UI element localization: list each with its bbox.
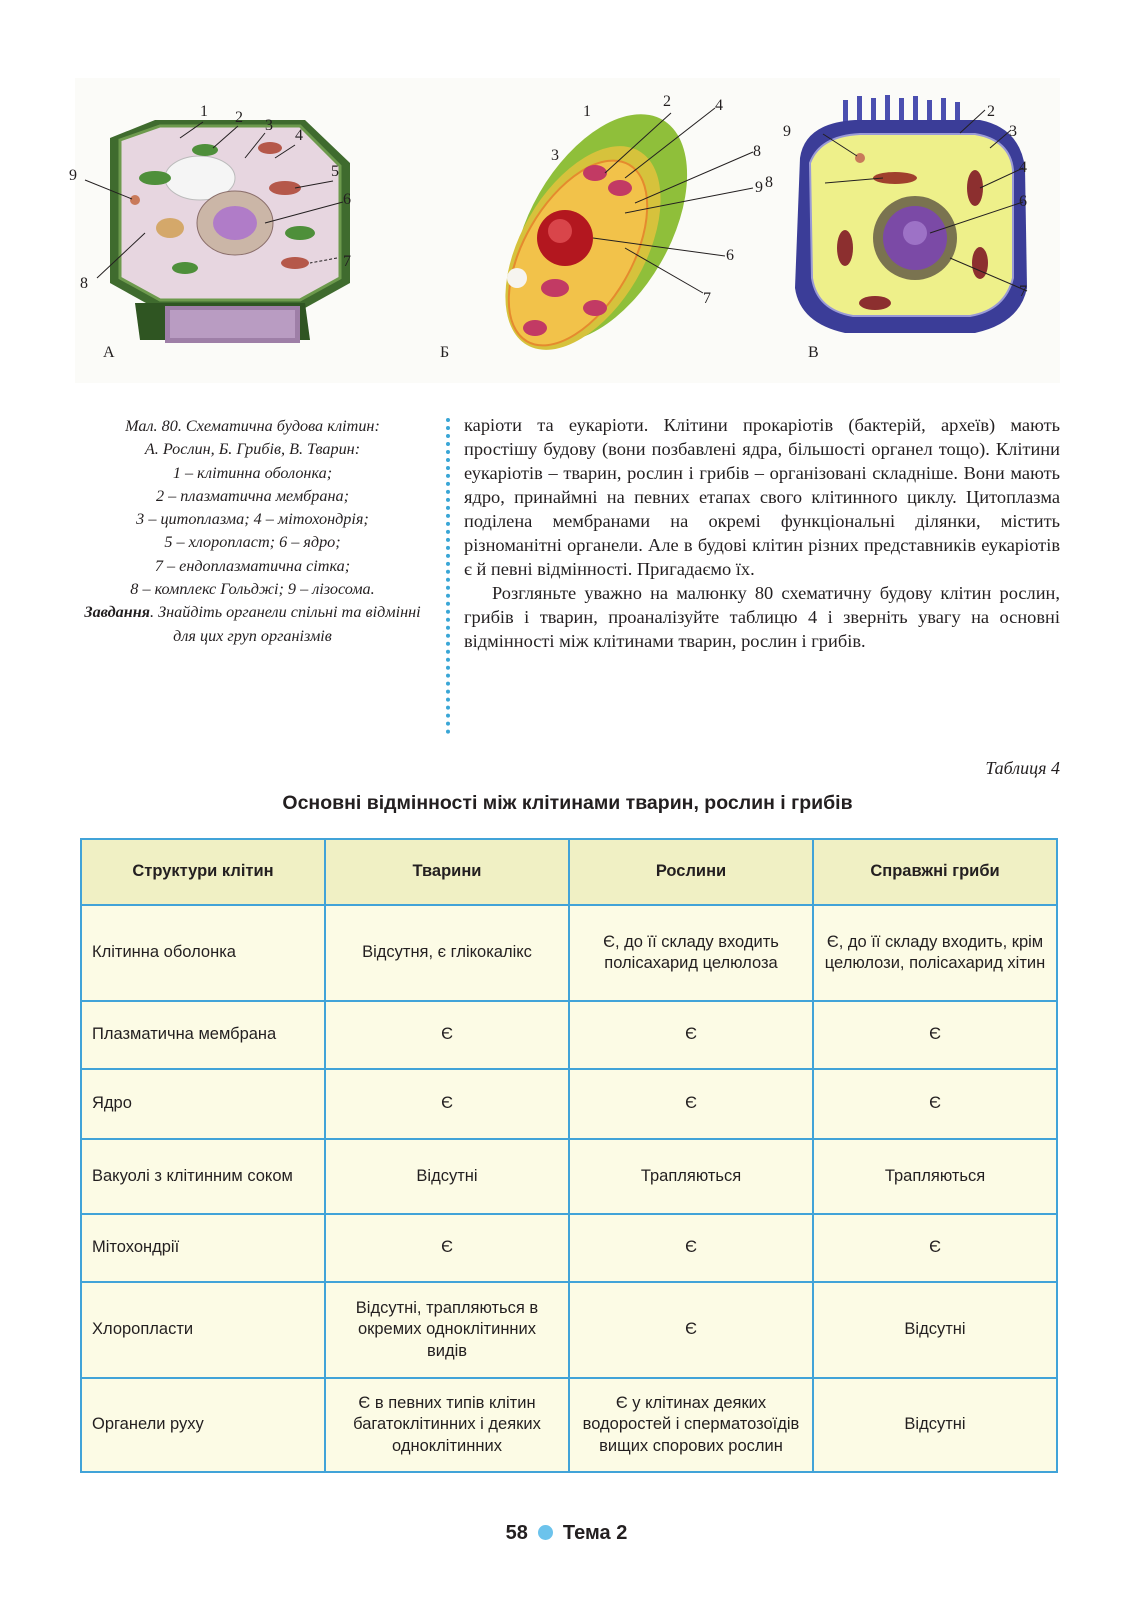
panel-c-label-3: 3 <box>1009 123 1017 140</box>
table-cell: Є <box>569 1001 813 1069</box>
panel-a-label-6: 6 <box>343 191 351 208</box>
page-number: 58 <box>505 1522 528 1544</box>
header-cell: Справжні гриби <box>813 839 1057 905</box>
table-header-row <box>81 839 1057 905</box>
table-row <box>81 1139 1057 1214</box>
table-cell: Є, до її складу входить, крім целюлози, полісахарид хітин <box>813 905 1057 1001</box>
table-cell: Є в певних типів клітин багатоклітинних і деяких одноклітинних <box>325 1378 569 1472</box>
fungal-cell-illustration <box>435 78 765 383</box>
table-cell: Є <box>325 1069 569 1139</box>
table-cell: Хлоропласти <box>81 1282 325 1378</box>
panel-b-label-8: 8 <box>753 143 761 160</box>
comparison-table <box>80 838 1058 1473</box>
panel-c-label-9: 9 <box>783 123 791 140</box>
caption-line: А. Рослин, Б. Грибів, В. Тварин: <box>144 440 361 459</box>
table-cell: Є <box>325 1001 569 1069</box>
table-cell: Мітохондрії <box>81 1214 325 1282</box>
table-cell: Є <box>813 1069 1057 1139</box>
table-cell: Є <box>569 1282 813 1378</box>
panel-b-label-3: 3 <box>551 147 559 164</box>
panel-b-label-2: 2 <box>663 93 671 110</box>
table-cell: Є <box>813 1214 1057 1282</box>
caption-task <box>75 601 430 648</box>
table-cell: Відсутня, є глікокалікс <box>325 905 569 1001</box>
table-cell: Є <box>813 1001 1057 1069</box>
panel-a-label-2: 2 <box>235 109 243 126</box>
caption-line: 3 – цитоплазма; 4 – мітохондрія; <box>136 510 369 529</box>
table-cell: Є, до її складу входить полісахарид целюлоза <box>569 905 813 1001</box>
panel-b-label-9: 9 <box>755 179 763 196</box>
panel-a-label-1: 1 <box>200 103 208 120</box>
caption-line: 5 – хлоропласт; 6 – ядро; <box>164 533 341 552</box>
table-cell: Клітинна оболонка <box>81 905 325 1001</box>
panel-a-label-5: 5 <box>331 163 339 180</box>
figure-caption <box>75 415 430 648</box>
table-cell: Відсутні <box>325 1139 569 1214</box>
header-cell: Структури клітин <box>81 839 325 905</box>
panel-b-letter: Б <box>440 344 450 361</box>
table-row <box>81 1214 1057 1282</box>
panel-a-label-7: 7 <box>343 253 351 270</box>
task-label: Завдання <box>84 603 151 622</box>
panel-c-label-6: 6 <box>1019 193 1027 210</box>
panel-a-label-4: 4 <box>295 127 303 144</box>
page-footer <box>0 1522 1133 1545</box>
caption-line: 2 – плазматична мембрана; <box>155 486 350 505</box>
table-cell: Трапляються <box>813 1139 1057 1214</box>
panel-c-label-8: 8 <box>765 174 773 191</box>
panel-c-label-2: 2 <box>987 103 995 120</box>
body-text <box>464 413 1060 653</box>
caption-line: Мал. 80. Схематична будова клітин: <box>125 417 380 435</box>
table-cell: Є <box>569 1214 813 1282</box>
table-title: Основні відмінності між клітинами тварин, рослин і грибів <box>282 792 853 814</box>
panel-b-label-7: 7 <box>703 290 711 307</box>
panel-c-label-4: 4 <box>1019 159 1027 176</box>
table-row <box>81 905 1057 1001</box>
animal-cell-illustration <box>765 78 1060 383</box>
panel-b-label-1: 1 <box>583 103 591 120</box>
table-cell: Відсутні, трапляються в окремих одноклітинних видів <box>325 1282 569 1378</box>
table-cell: Є у клітинах деяких водоростей і сперматозоїдів вищих спорових рослин <box>569 1378 813 1472</box>
panel-c-label-7: 7 <box>1019 283 1027 300</box>
bullet-dot-icon <box>538 1525 553 1540</box>
body-paragraph-2: Розгляньте уважно на малюнку 80 схематичну будову клітин рослин, грибів і тварин, проаналізуйте таблицю 4 і зверніть увагу на основні відмінності між клітинами тварин, рослин і грибів. <box>464 583 1060 651</box>
caption-line: 1 – клітинна оболонка; <box>172 463 333 482</box>
table-cell: Є <box>325 1214 569 1282</box>
plant-cell-illustration <box>69 78 385 383</box>
table-row <box>81 1282 1057 1378</box>
panel-a-label-9: 9 <box>69 167 77 184</box>
section-name: Тема 2 <box>562 1522 628 1544</box>
table-cell: Органели руху <box>81 1378 325 1472</box>
table-row <box>81 1378 1057 1472</box>
body-paragraph-1: каріоти та еукаріоти. Клітини прокаріотів (бактерій, археїв) мають простішу будову (вони позбавлені ядра, більшості органел тощо). Клітини еукаріотів – тварин, рослин і грибів – організовані складніше. Вони мають ядро, принаймні на певних етапах свого клітинного циклу. Цитоплазма поділена мембранами на окремі функціональні ділянки, містить різноманітні органели. Але в будові клітин різних представників еукаріотів є й певні відмінності. Пригадаємо їх. <box>464 415 1060 579</box>
table-cell: Відсутні <box>813 1378 1057 1472</box>
header-cell: Тварини <box>325 839 569 905</box>
table-cell: Вакуолі з клітинним соком <box>81 1139 325 1214</box>
caption-line: 7 – ендоплазматична сітка; <box>154 556 351 575</box>
table-cell: Плазматична мембрана <box>81 1001 325 1069</box>
header-cell: Рослини <box>569 839 813 905</box>
panel-b-label-6: 6 <box>726 247 734 264</box>
panel-a-label-8: 8 <box>80 275 88 292</box>
table-label: Таблиця 4 <box>985 758 1060 778</box>
dotted-divider <box>446 418 450 734</box>
table-cell: Ядро <box>81 1069 325 1139</box>
table-cell: Трапляються <box>569 1139 813 1214</box>
panel-c-letter: В <box>808 344 819 361</box>
table-cell: Відсутні <box>813 1282 1057 1378</box>
cell-structure-figure <box>69 78 1060 383</box>
table-row <box>81 1001 1057 1069</box>
table-row <box>81 1069 1057 1139</box>
table-cell: Є <box>569 1069 813 1139</box>
panel-a-label-3: 3 <box>265 117 273 134</box>
panel-a-letter: А <box>103 344 115 361</box>
caption-line: 8 – комплекс Гольджі; 9 – лізосома. <box>130 580 375 599</box>
task-text: . Знайдіть органели спільні та відмінні для цих груп організмів <box>150 603 421 645</box>
panel-b-label-4: 4 <box>715 97 723 114</box>
